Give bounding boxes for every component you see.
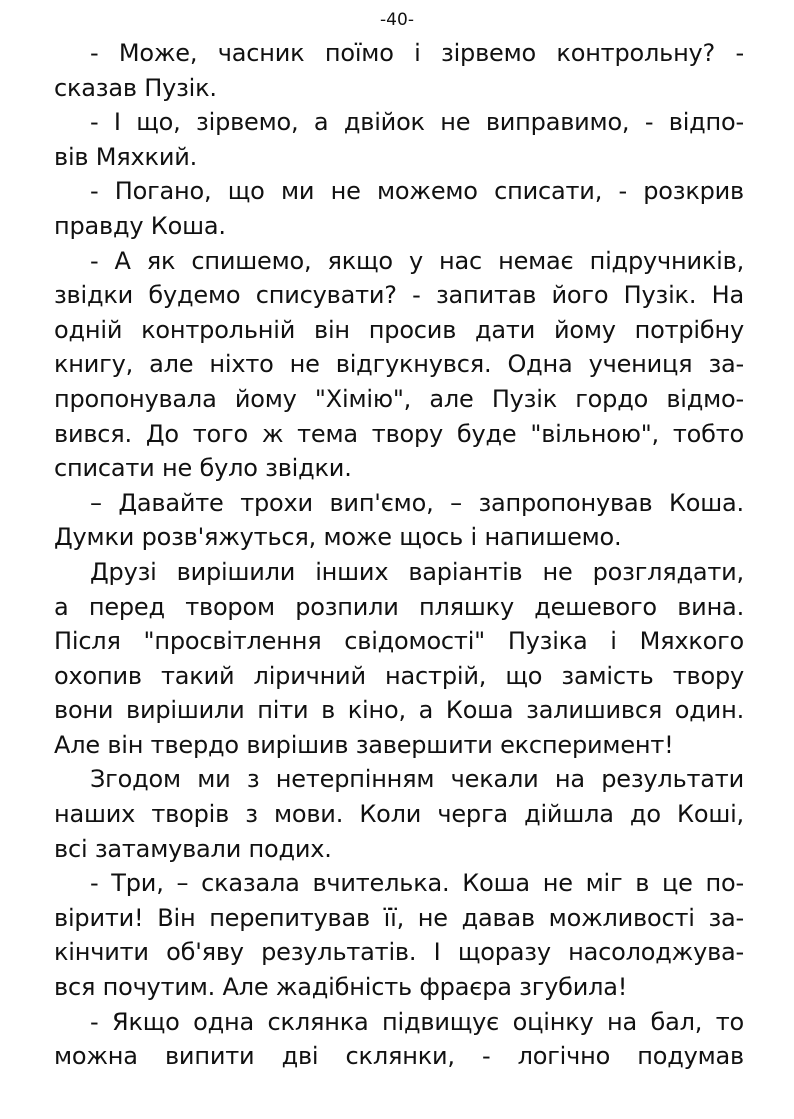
text-line: - Може, часник поїмо і зірвемо контрольну? - xyxy=(90,39,744,67)
text-line: - Три, – сказала вчителька. Коша не міг в це по- xyxy=(90,869,744,898)
text-line: кінчити об'яву результатів. І щоразу насолоджува- xyxy=(54,938,744,967)
text-line: книгу, але ніхто не відгукнувся. Одна учениця за- xyxy=(54,350,744,379)
text-line: вірити! Він перепитував її, не давав можливості за- xyxy=(54,903,744,932)
text-line: вони вирішили піти в кіно, а Коша залишився один. xyxy=(54,696,744,725)
text-line: Друзі вирішили інших варіантів не розглядати, xyxy=(90,557,744,586)
text-line: – Давайте трохи вип'ємо, – запропонував Коша. xyxy=(90,488,744,517)
text-line: а перед твором розпили пляшку дешевого вина. xyxy=(54,592,744,621)
text-line: вився. До того ж тема твору буде "вільною", тобто xyxy=(54,419,744,448)
text-line: пропонувала йому "Хімію", але Пузік гордо відмо- xyxy=(54,384,744,413)
text-line: Після "просвітлення свідомості" Пузіка і Мяхкого xyxy=(54,627,744,656)
text-line: Згодом ми з нетерпінням чекали на результати xyxy=(90,765,744,794)
text-line: всі затамували подих. xyxy=(54,834,332,863)
text-line: можна випити дві склянки, - логічно подумав xyxy=(54,1042,744,1071)
text-line: - Погано, що ми не можемо списати, - розкрив xyxy=(90,177,744,206)
text-line: сказав Пузік. xyxy=(54,73,217,102)
text-line: одній контрольній він просив дати йому потрібну xyxy=(54,315,744,344)
text-line: - Якщо одна склянка підвищує оцінку на бал, то xyxy=(90,1007,744,1036)
body-text xyxy=(54,36,744,1074)
text-line: звідки будемо списувати? - запитав його Пузік. На xyxy=(54,281,744,310)
text-line: - А як спишемо, якщо у нас немає підручників, xyxy=(90,246,744,275)
text-line: вся почутим. Але жадібність фраєра згубила! xyxy=(54,973,628,1002)
text-line: охопив такий ліричний настрій, що замість твору xyxy=(54,661,744,690)
text-line: правду Коша. xyxy=(54,211,226,240)
text-line: вів Мяхкий. xyxy=(54,142,198,171)
text-line: списати не було звідки. xyxy=(54,454,352,483)
text-line: Думки розв'яжуться, може щось і напишемо. xyxy=(54,523,622,552)
page-number: -40- xyxy=(380,10,414,30)
text-line: - І що, зірвемо, а двійок не виправимо, - відпо- xyxy=(90,108,744,137)
text-line: наших творів з мови. Коли черга дійшла до Коші, xyxy=(54,800,744,829)
text-line: Але він твердо вирішив завершити експеримент! xyxy=(54,730,674,759)
